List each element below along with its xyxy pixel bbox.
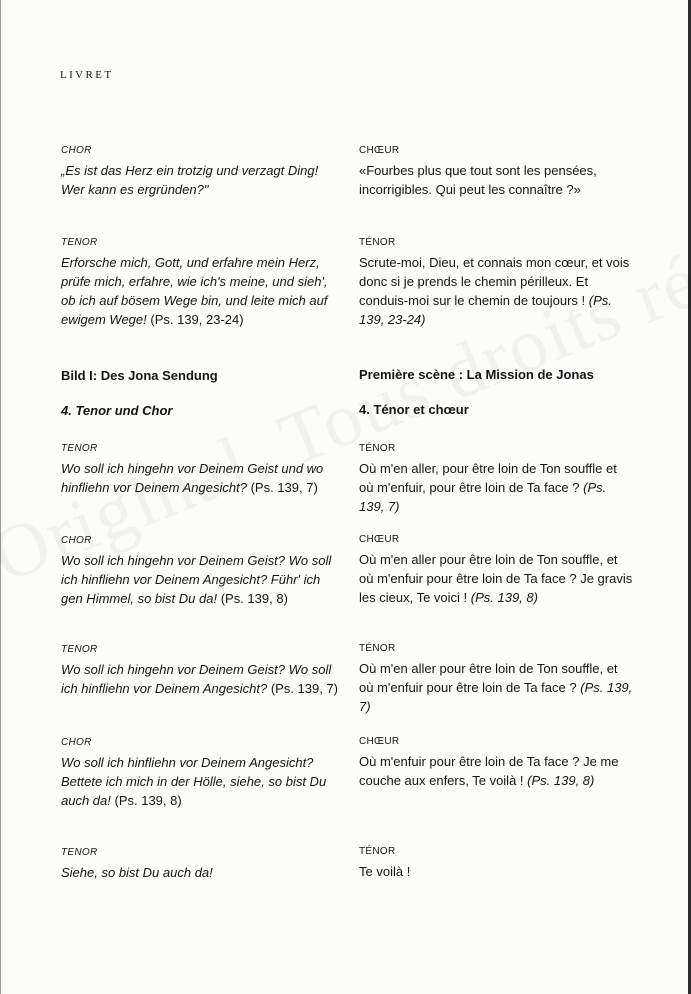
lyric-text: Où m'en aller pour être loin de Ton souffle, et où m'enfuir pour être loin de Ta face ? Je gravis les cieux, Te voici ! (Ps. 139, 8) xyxy=(359,552,633,605)
role-label: CHOR xyxy=(61,737,92,748)
chor-block-3 xyxy=(61,737,341,810)
choeur-block-1 xyxy=(359,145,634,199)
psalm-reference: (Ps. 139, 8) xyxy=(470,590,538,605)
tenor-block-3 xyxy=(359,643,634,716)
psalm-reference: (Ps. 139, 8) xyxy=(220,591,288,606)
role-label: TENOR xyxy=(61,644,98,655)
role-label: CHOR xyxy=(61,145,92,156)
psalm-reference: (Ps. 139, 8) xyxy=(114,793,182,808)
lyric-text: «Fourbes plus que tout sont les pensées, incorrigibles. Qui peut les connaître ?» xyxy=(359,163,597,197)
psalm-reference: (Ps. 139, 23-24) xyxy=(150,312,244,327)
psalm-reference: (Ps. 139, 8) xyxy=(527,773,595,788)
lyric-text: Où m'en aller, pour être loin de Ton souffle et où m'enfuir, pour être loin de Ta face ? (Ps. 139, 7) xyxy=(359,461,617,514)
role-label: CHŒUR xyxy=(359,534,400,545)
role-label: TÉNOR xyxy=(359,643,396,654)
role-label: CHŒUR xyxy=(359,145,400,156)
psalm-reference: (Ps. 139, 7) xyxy=(270,681,339,696)
lyric-text: Où m'enfuir pour être loin de Ta face ? Je me couche aux enfers, Te voilà ! (Ps. 139, 8) xyxy=(359,754,619,788)
lyric-text: Siehe, so bist Du auch da! xyxy=(61,865,213,880)
role-label: TENOR xyxy=(61,847,98,858)
tenor-block-1 xyxy=(359,237,634,329)
chor-block-2 xyxy=(61,535,341,608)
tenor-block-4 xyxy=(359,846,634,881)
page-edge-left xyxy=(0,0,1,994)
tenor-block-2 xyxy=(359,443,634,516)
lyric-text: „Es ist das Herz ein trotzig und verzagt Ding! Wer kann es ergründen?" xyxy=(61,163,319,197)
psalm-reference: (Ps. 139, 7) xyxy=(250,480,318,495)
psalm-reference: (Ps. 139, 7) xyxy=(359,680,633,714)
role-label: TENOR xyxy=(61,237,98,248)
lyric-text: Scrute-moi, Dieu, et connais mon cœur, et vois donc si je prends le chemin périlleux. Et conduis-moi sur le chemin de toujours ! (Ps. 139, 23-24) xyxy=(359,255,630,327)
role-label: TENOR xyxy=(61,443,98,454)
scene-heading: Première scène : La Mission de Jonas xyxy=(359,367,594,382)
role-label: TÉNOR xyxy=(359,846,396,857)
psalm-reference: (Ps. 139, 7) xyxy=(359,480,607,514)
scene-heading: Bild I: Des Jona Sendung xyxy=(61,368,218,383)
choeur-block-3 xyxy=(359,736,634,790)
number-heading: 4. Ténor et chœur xyxy=(359,402,469,417)
psalm-reference: (Ps. 139, 23-24) xyxy=(359,293,612,327)
tenor-block-4 xyxy=(61,847,341,882)
lyric-text: Wo soll ich hingehn vor Deinem Geist? Wo soll ich hinfliehn vor Deinem Angesicht? (Ps. 139, 7) xyxy=(61,662,339,696)
tenor-block-2 xyxy=(61,443,341,497)
tenor-block-3 xyxy=(61,644,341,698)
lyric-text: Wo soll ich hingehn vor Deinem Geist und wo hinfliehn vor Deinem Angesicht? (Ps. 139, 7) xyxy=(61,461,324,495)
lyric-text: Wo soll ich hinfliehn vor Deinem Angesicht? Bettete ich mich in der Hölle, siehe, so bist Du auch da! (Ps. 139, 8) xyxy=(61,755,327,808)
tenor-block-1 xyxy=(61,237,341,329)
number-heading: 4. Tenor und Chor xyxy=(61,403,173,418)
chor-block-1 xyxy=(61,145,341,199)
lyric-text: Où m'en aller pour être loin de Ton souffle, et où m'enfuir pour être loin de Ta face ? (Ps. 139, 7) xyxy=(359,661,633,714)
role-label: CHŒUR xyxy=(359,736,400,747)
page-header: LIVRET xyxy=(60,69,114,81)
role-label: TÉNOR xyxy=(359,237,396,248)
role-label: TÉNOR xyxy=(359,443,396,454)
lyric-text: Wo soll ich hingehn vor Deinem Geist? Wo soll ich hinfliehn vor Deinem Angesicht? Führ' ich gen Himmel, so bist Du da! (Ps. 139, 8) xyxy=(61,553,332,606)
lyric-text: Erforsche mich, Gott, und erfahre mein Herz, prüfe mich, erfahre, wie ich's meine, und sieh', ob ich auf bösem Wege bin, und leite mich auf ewigem Wege! (Ps. 139, 23-24) xyxy=(61,255,328,327)
choeur-block-2 xyxy=(359,534,634,607)
role-label: CHOR xyxy=(61,535,92,546)
lyric-text: Te voilà ! xyxy=(359,864,411,879)
